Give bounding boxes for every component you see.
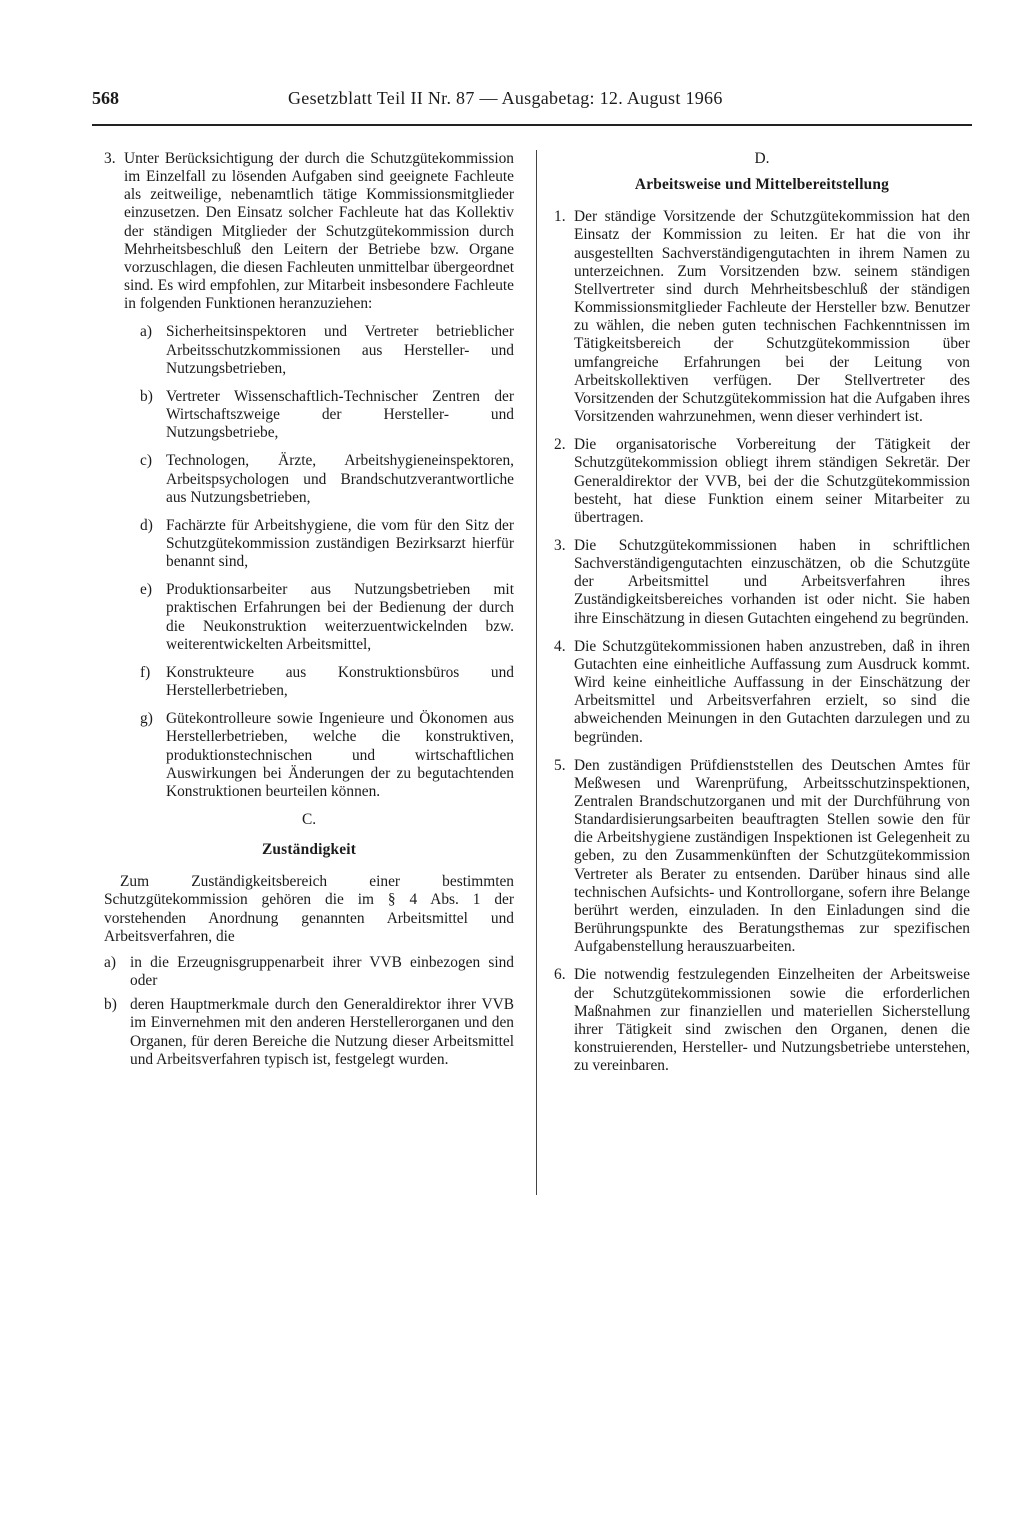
section-letter: D. bbox=[754, 150, 770, 167]
sub-item-text: deren Hauptmerkmale durch den Generaldirektor ihrer VVB im Einvernehmen mit den anderen Herstellerorganen und den Organen, für deren Bereiche die Nutzung dieser Arbeitsmittel und Arbeitsverfahren typisch ist, festgelegt wurden. bbox=[130, 996, 514, 1068]
sub-item bbox=[140, 517, 514, 571]
section-title: Arbeitsweise und Mittelbereitstellung bbox=[634, 176, 890, 194]
sub-item-letter: b) bbox=[140, 387, 153, 405]
running-title: Gesetzblatt Teil II Nr. 87 — Ausgabetag: 12. August 1966 bbox=[288, 88, 723, 108]
sub-item-letter: g) bbox=[140, 710, 153, 728]
column-divider bbox=[536, 150, 537, 1195]
sub-item-text: Technologen, Ärzte, Arbeitshygieneinspektoren, Arbeitspsychologen und Brandschutzverantwortliche aus Nutzungsbetrieben, bbox=[166, 452, 514, 506]
list-item bbox=[554, 436, 970, 527]
sub-item-text: Konstrukteure aus Konstruktionsbüros und Herstellerbetrieben, bbox=[166, 663, 514, 700]
sub-item bbox=[140, 664, 514, 700]
sub-item-letter: b) bbox=[104, 996, 117, 1014]
item-number: 3. bbox=[554, 536, 566, 554]
item-text: Die organisatorische Vorbereitung der Tätigkeit der Schutzgütekommission obliegt ihrem ständigen Sekretär. Der Generaldirektor der VVB, bei der die Schutzgütekommission besteht, hat diese Funktion einem seiner Mitarbeiter zu übertragen. bbox=[574, 436, 970, 526]
left-column bbox=[104, 150, 514, 1075]
sub-item bbox=[140, 388, 514, 442]
list-item bbox=[104, 150, 514, 313]
section-intro: Zum Zuständigkeitsbereich einer bestimmten Schutzgütekommission gehören die im § 4 Abs. 1 der vorstehenden Anordnung genannten Arbeitsmittel und Arbeitsverfahren, die bbox=[104, 873, 514, 945]
section-letter: C. bbox=[301, 811, 317, 828]
sub-item-letter: f) bbox=[140, 663, 151, 681]
list-item bbox=[554, 638, 970, 747]
list-item bbox=[554, 757, 970, 957]
item-number: 2. bbox=[554, 436, 566, 454]
sub-item bbox=[140, 452, 514, 506]
sub-item bbox=[140, 581, 514, 654]
sub-item-text: Fachärzte für Arbeitshygiene, die vom für den Sitz der Schutzgütekommission zuständigen Bezirksarzt hierfür benannt sind, bbox=[166, 516, 514, 571]
sub-item-letter: a) bbox=[104, 953, 116, 971]
sub-item-text: Vertreter Wissenschaftlich-Technischer Zentren der Wirtschaftszweige der Hersteller- und Nutzungsbetriebe, bbox=[166, 387, 514, 442]
sub-item bbox=[104, 954, 514, 990]
item-text: Unter Berücksichtigung der durch die Schutzgütekommission im Einzelfall zu lösenden Aufgaben sind geeignete Fachleute als zeitweilige, nebenamtlich tätige Kommissionsmitglieder einzusetzen. Den Einsatz solcher Fachleute hat das Kollektiv der ständigen Mitglieder der Schutzgütekommission durch Mehrheitsbeschluß den Leitern der Betriebe bzw. Organe vorzuschlagen, die diesen Fachleuten unmittelbar übergeordnet sind. Es wird empfohlen, zur Mitarbeit insbesondere Fachleute in folgenden Funktionen heranzuziehen: bbox=[124, 150, 514, 313]
section-title: Zuständigkeit bbox=[261, 841, 357, 859]
list-item bbox=[554, 537, 970, 628]
sub-item-letter: a) bbox=[140, 323, 152, 341]
sub-item bbox=[140, 323, 514, 377]
sub-item-text: Produktionsarbeiter aus Nutzungsbetrieben mit praktischen Erfahrungen bei der Bedienung der durch die Neukonstruktion weiterzuentwickelnden bzw. weiterentwickelten Arbeitsmittel, bbox=[166, 581, 514, 653]
right-column bbox=[554, 150, 970, 1085]
sub-item-letter: c) bbox=[140, 452, 152, 470]
page-number: 568 bbox=[92, 88, 119, 108]
page-header bbox=[92, 88, 972, 124]
item-number: 3. bbox=[104, 150, 116, 167]
sub-item-text: in die Erzeugnisgruppenarbeit ihrer VVB einbezogen sind oder bbox=[130, 953, 514, 990]
sub-item bbox=[104, 996, 514, 1069]
sub-item-text: Gütekontrolleure sowie Ingenieure und Ökonomen aus Herstellerbetrieben, welche die konstruktiven, produktionstechnischen und wirtschaftlichen Auswirkungen bei Änderungen der zu begutachtenden Konstruktionen beurteilen können. bbox=[166, 710, 514, 800]
sub-item-text: Sicherheitsinspektoren und Vertreter betrieblicher Arbeitsschutzkommissionen aus Hersteller- und Nutzungsbetrieben, bbox=[166, 323, 514, 377]
item-text: Die notwendig festzulegenden Einzelheiten der Arbeitsweise der Schutzgütekommissionen sowie die erforderlichen Maßnahmen zur finanziellen und materiellen Sicherstellung ihrer Tätigkeit sind zwischen den Organen, denen die konstruierenden, Hersteller- und Nutzungsbetriebe unterstehen, zu vereinbaren. bbox=[574, 966, 970, 1075]
list-item bbox=[554, 208, 970, 426]
item-number: 4. bbox=[554, 637, 566, 655]
item-number: 1. bbox=[554, 208, 566, 226]
sub-item-letter: e) bbox=[140, 581, 152, 599]
list-item bbox=[554, 966, 970, 1075]
header-rule bbox=[92, 124, 972, 126]
sub-item bbox=[140, 710, 514, 801]
sub-item-letter: d) bbox=[140, 516, 153, 534]
item-text: Die Schutzgütekommissionen haben in schriftlichen Sachverständigengutachten einzuschätzen, ob die Schutzgüte der Arbeitsmittel und Arbeitsverfahren ihres Zuständigkeitsbereiches vorhanden ist oder nicht. Sie haben ihre Einschätzung in diesen Gutachten eingehend zu begründen. bbox=[574, 536, 970, 627]
item-text: Die Schutzgütekommissionen haben anzustreben, daß in ihren Gutachten eine einheitliche Auffassung zum Ausdruck kommt. Wird keine einheitliche Auffassung in der Einschätzung der Arbeitsmittel und Arbeitsverfahren erzielt, so sind die abweichenden Meinungen in den Gutachten darzulegen und zu begründen. bbox=[574, 637, 970, 746]
item-number: 6. bbox=[554, 966, 566, 984]
item-text: Den zuständigen Prüfdienststellen des Deutschen Amtes für Meßwesen und Warenprüfung, Arbeitsschutzinspektionen, Zentralen Brandschutzorganen und mit der Durchführung von Standardisierungsarbeiten beauftragten Stellen sowie den für die Arbeitshygiene zuständigen Inspektionen ist Gelegenheit zu geben, zu den Zusammenkünften der Schutzgütekommission Vertreter als Berater zu entsenden. Darüber hinaus sind alle technischen Aufsichts- und Kontrollorgane, sofern ihre Belange berührt werden, einzuladen. In den Einladungen sind die Berührungspunkte des Beratungsthemas zur spezifischen Aufgabenstellung herauszuarbeiten. bbox=[574, 756, 970, 956]
item-number: 5. bbox=[554, 756, 566, 774]
item-text: Der ständige Vorsitzende der Schutzgütekommission hat den Einsatz der Kommission zu leiten. Er hat die von ihr ausgestellten Sachverständigengutachten in ihrem Namen zu unterzeichnen. Zum Vorsitzenden bzw. seinem ständigen Stellvertreter sind durch Mehrheitsbeschluß der ständigen Kommissionsmitglieder Fachleute der Hersteller bzw. Benutzer zu wählen, die neben guten technischen Fachkenntnissen im Tätigkeitsbereich der Schutzgütekommission über umfangreiche Erfahrungen bei der Leitung von Arbeitskollektiven verfügen. Der Stellvertreter des Vorsitzenden der Schutzgütekommission hat die Aufgaben ihres Vorsitzenden wahrzunehmen, wenn dieser verhindert ist. bbox=[574, 208, 970, 426]
